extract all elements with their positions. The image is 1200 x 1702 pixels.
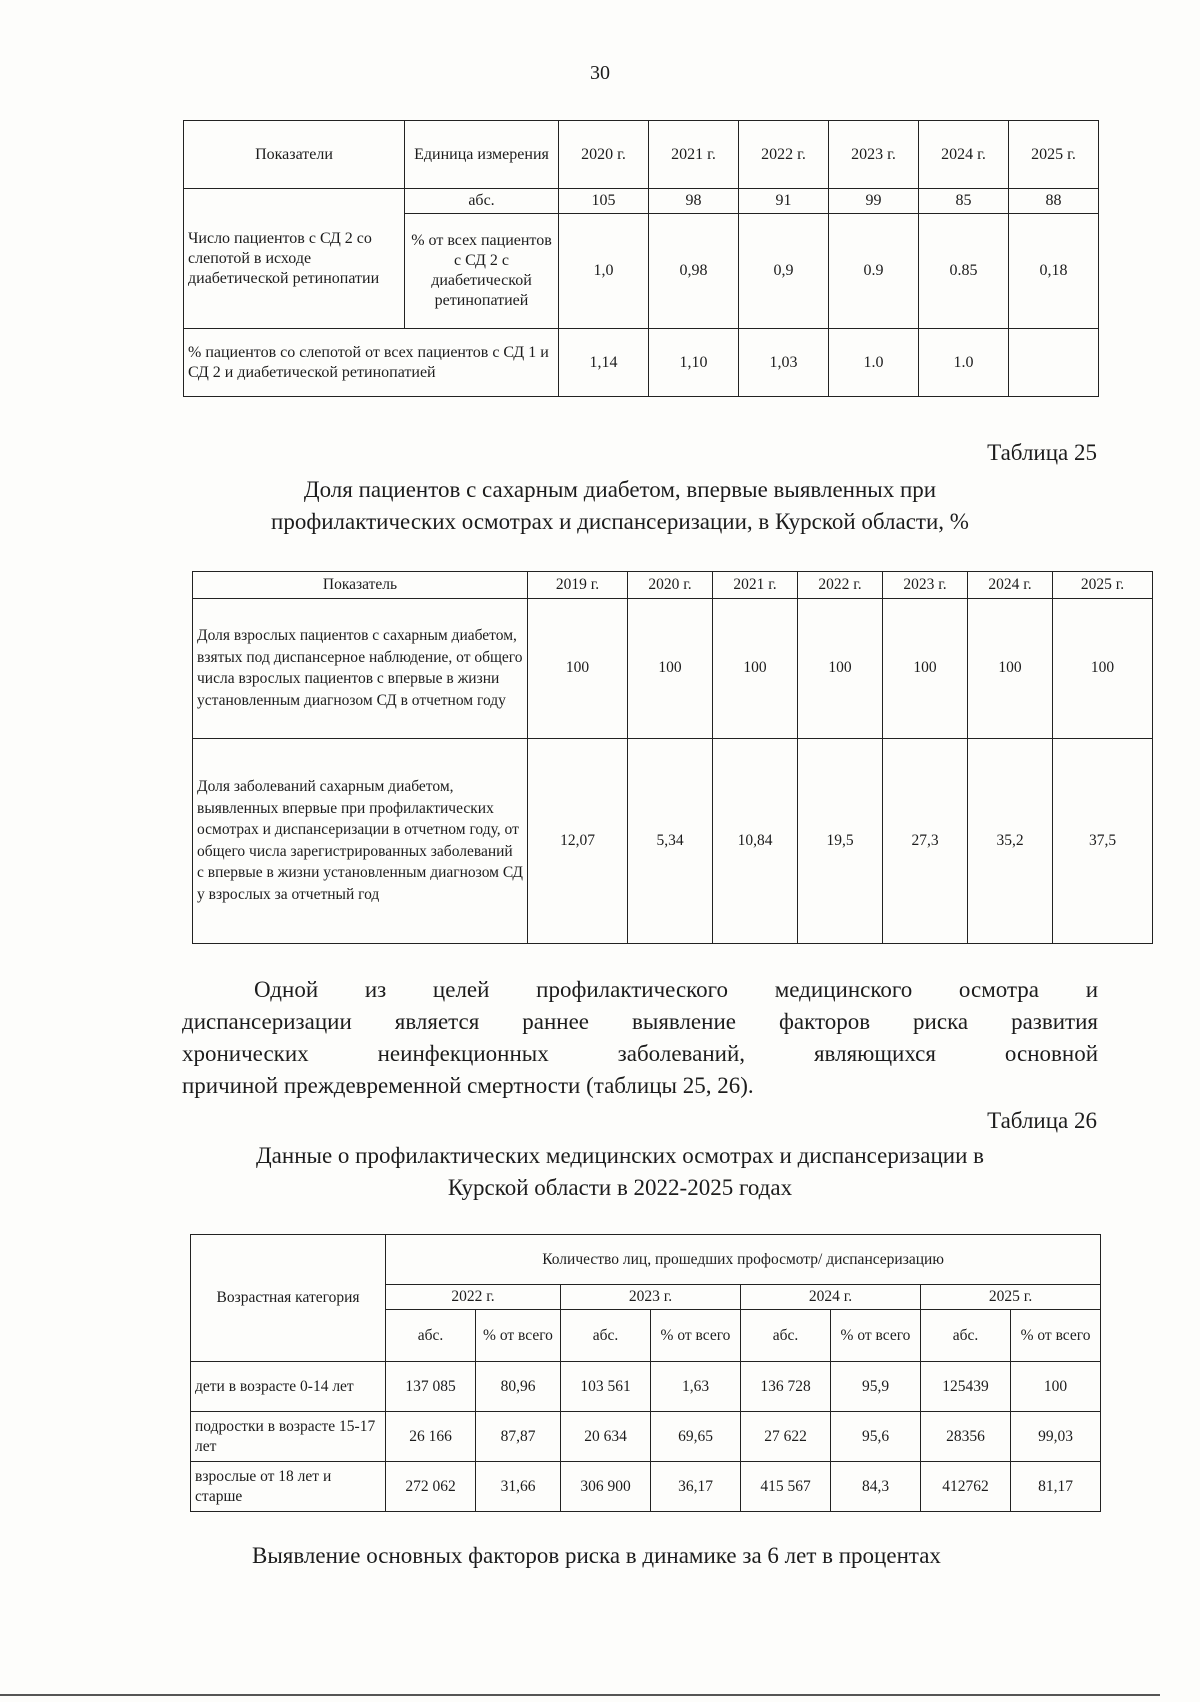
value-cell: 35,2 <box>968 738 1053 943</box>
value-cell: 37,5 <box>1053 738 1153 943</box>
value-cell: 87,87 <box>476 1412 561 1462</box>
value-cell: 27 622 <box>741 1412 831 1462</box>
value-cell: 306 900 <box>561 1462 651 1512</box>
value-cell: 31,66 <box>476 1462 561 1512</box>
paragraph-line: причиной преждевременной смертности (таблицы 25, 26). <box>182 1073 754 1098</box>
value-cell: 12,07 <box>528 738 628 943</box>
value-cell: 20 634 <box>561 1412 651 1462</box>
row-label: Доля взрослых пациентов с сахарным диабетом, взятых под диспансерное наблюдение, от общего числа взрослых пациентов с впервые в жизни установленным диагнозом СД в отчетном году <box>193 598 528 738</box>
title-line: профилактических осмотрах и диспансеризации, в Курской области, % <box>271 509 969 534</box>
value-cell <box>1009 329 1099 397</box>
header-abs: абс. <box>561 1310 651 1362</box>
header-pct: % от всего <box>1011 1310 1101 1362</box>
header-year: 2022 г. <box>386 1285 561 1310</box>
value-cell: 100 <box>883 598 968 738</box>
header-group: Количество лиц, прошедших профосмотр/ диспансеризацию <box>386 1235 1101 1285</box>
header-pct: % от всего <box>476 1310 561 1362</box>
value-cell: 1,03 <box>739 329 829 397</box>
header-year: 2020 г. <box>559 121 649 189</box>
value-cell: 95,6 <box>831 1412 921 1462</box>
value-cell: 125439 <box>921 1362 1011 1412</box>
header-year: 2023 г. <box>829 121 919 189</box>
row-label: Доля заболеваний сахарным диабетом, выявленных впервые при профилактических осмотрах и диспансеризации в отчетном году, от общего числа зарегистрированных заболеваний с впервые в жизни установленным диагнозом СД у взрослых за отчетный год <box>193 738 528 943</box>
table-row <box>191 1362 1101 1412</box>
table-26-label: Таблица 26 <box>987 1108 1097 1133</box>
header-year: 2022 г. <box>798 572 883 599</box>
row-label: подростки в возрасте 15-17 лет <box>191 1412 386 1462</box>
table-row <box>193 598 1153 738</box>
value-cell: 100 <box>628 598 713 738</box>
value-cell: 0.9 <box>829 214 919 329</box>
next-section-text: Выявление основных факторов риска в динамике за 6 лет в процентах <box>252 1543 941 1568</box>
value-cell: 137 085 <box>386 1362 476 1412</box>
value-cell: 272 062 <box>386 1462 476 1512</box>
value-cell: 0.85 <box>919 214 1009 329</box>
value-cell: 95,9 <box>831 1362 921 1412</box>
table-row <box>191 1412 1101 1462</box>
value-cell: 26 166 <box>386 1412 476 1462</box>
paragraph-line: Одной из целей профилактического медицинского осмотра и <box>254 977 1098 1002</box>
header-year: 2024 г. <box>919 121 1009 189</box>
value-cell: 103 561 <box>561 1362 651 1412</box>
value-cell: 81,17 <box>1011 1462 1101 1512</box>
header-abs: абс. <box>386 1310 476 1362</box>
value-cell: 99 <box>829 189 919 214</box>
table-row <box>191 1462 1101 1512</box>
value-cell: 1,14 <box>559 329 649 397</box>
header-year: 2024 г. <box>968 572 1053 599</box>
value-cell: 100 <box>1011 1362 1101 1412</box>
value-cell: 100 <box>968 598 1053 738</box>
table-blindness-continuation <box>183 120 1099 397</box>
value-cell: 105 <box>559 189 649 214</box>
value-cell: 100 <box>528 598 628 738</box>
value-cell: 0,98 <box>649 214 739 329</box>
table-header-row <box>191 1235 1101 1285</box>
table-row <box>184 329 1099 397</box>
value-cell: 19,5 <box>798 738 883 943</box>
table-25 <box>192 571 1153 944</box>
value-cell: 1,0 <box>559 214 649 329</box>
header-pct: % от всего <box>651 1310 741 1362</box>
value-cell: 28356 <box>921 1412 1011 1462</box>
paragraph-line: хронических неинфекционных заболеваний, являющихся основной <box>182 1041 1098 1066</box>
value-cell: 27,3 <box>883 738 968 943</box>
table-25-title <box>150 474 1090 538</box>
scan-edge-line <box>0 1694 1160 1696</box>
value-cell: 136 728 <box>741 1362 831 1412</box>
title-line: Доля пациентов с сахарным диабетом, впервые выявленных при <box>303 477 937 502</box>
value-cell: 99,03 <box>1011 1412 1101 1462</box>
table-26-title <box>150 1140 1090 1204</box>
page-number: 30 <box>590 62 610 84</box>
value-cell: 84,3 <box>831 1462 921 1512</box>
header-indicators: Показатели <box>184 121 405 189</box>
header-year: 2022 г. <box>739 121 829 189</box>
row-label: дети в возрасте 0-14 лет <box>191 1362 386 1412</box>
header-unit: Единица измерения <box>405 121 559 189</box>
value-cell: 80,96 <box>476 1362 561 1412</box>
header-indicator: Показатель <box>193 572 528 599</box>
header-year: 2021 г. <box>713 572 798 599</box>
header-age-category: Возрастная категория <box>191 1235 386 1362</box>
value-cell: 100 <box>798 598 883 738</box>
table-26 <box>190 1234 1101 1512</box>
value-cell: 0,18 <box>1009 214 1099 329</box>
table-header-row <box>184 121 1099 189</box>
value-cell: 0,9 <box>739 214 829 329</box>
row-label: % пациентов со слепотой от всех пациентов с СД 1 и СД 2 и диабетической ретинопатией <box>184 329 559 397</box>
title-line: Данные о профилактических медицинских осмотрах и диспансеризации в <box>255 1143 984 1168</box>
header-year: 2019 г. <box>528 572 628 599</box>
header-abs: абс. <box>921 1310 1011 1362</box>
table-25-label: Таблица 25 <box>987 440 1097 465</box>
header-year: 2020 г. <box>628 572 713 599</box>
value-cell: 98 <box>649 189 739 214</box>
header-year: 2023 г. <box>883 572 968 599</box>
unit-cell: % от всех пациентов с СД 2 с диабетической ретинопатией <box>405 214 559 329</box>
row-label: взрослые от 18 лет и старше <box>191 1462 386 1512</box>
value-cell: 85 <box>919 189 1009 214</box>
header-year: 2021 г. <box>649 121 739 189</box>
body-paragraph <box>182 974 1098 1102</box>
header-year: 2024 г. <box>741 1285 921 1310</box>
table-row <box>184 189 1099 214</box>
header-year: 2025 г. <box>921 1285 1101 1310</box>
value-cell: 1.0 <box>919 329 1009 397</box>
unit-cell: абс. <box>405 189 559 214</box>
table-row <box>193 738 1153 943</box>
value-cell: 69,65 <box>651 1412 741 1462</box>
header-abs: абс. <box>741 1310 831 1362</box>
value-cell: 5,34 <box>628 738 713 943</box>
table-header-row <box>193 572 1153 599</box>
value-cell: 10,84 <box>713 738 798 943</box>
value-cell: 36,17 <box>651 1462 741 1512</box>
header-pct: % от всего <box>831 1310 921 1362</box>
value-cell: 88 <box>1009 189 1099 214</box>
header-year: 2023 г. <box>561 1285 741 1310</box>
value-cell: 412762 <box>921 1462 1011 1512</box>
value-cell: 100 <box>713 598 798 738</box>
value-cell: 91 <box>739 189 829 214</box>
header-year: 2025 г. <box>1009 121 1099 189</box>
header-year: 2025 г. <box>1053 572 1153 599</box>
value-cell: 1,63 <box>651 1362 741 1412</box>
value-cell: 1,10 <box>649 329 739 397</box>
row-label: Число пациентов с СД 2 со слепотой в исходе диабетической ретинопатии <box>184 189 405 329</box>
value-cell: 100 <box>1053 598 1153 738</box>
value-cell: 1.0 <box>829 329 919 397</box>
value-cell: 415 567 <box>741 1462 831 1512</box>
title-line: Курской области в 2022-2025 годах <box>447 1175 793 1200</box>
paragraph-line: диспансеризации является раннее выявление факторов риска развития <box>182 1009 1098 1034</box>
